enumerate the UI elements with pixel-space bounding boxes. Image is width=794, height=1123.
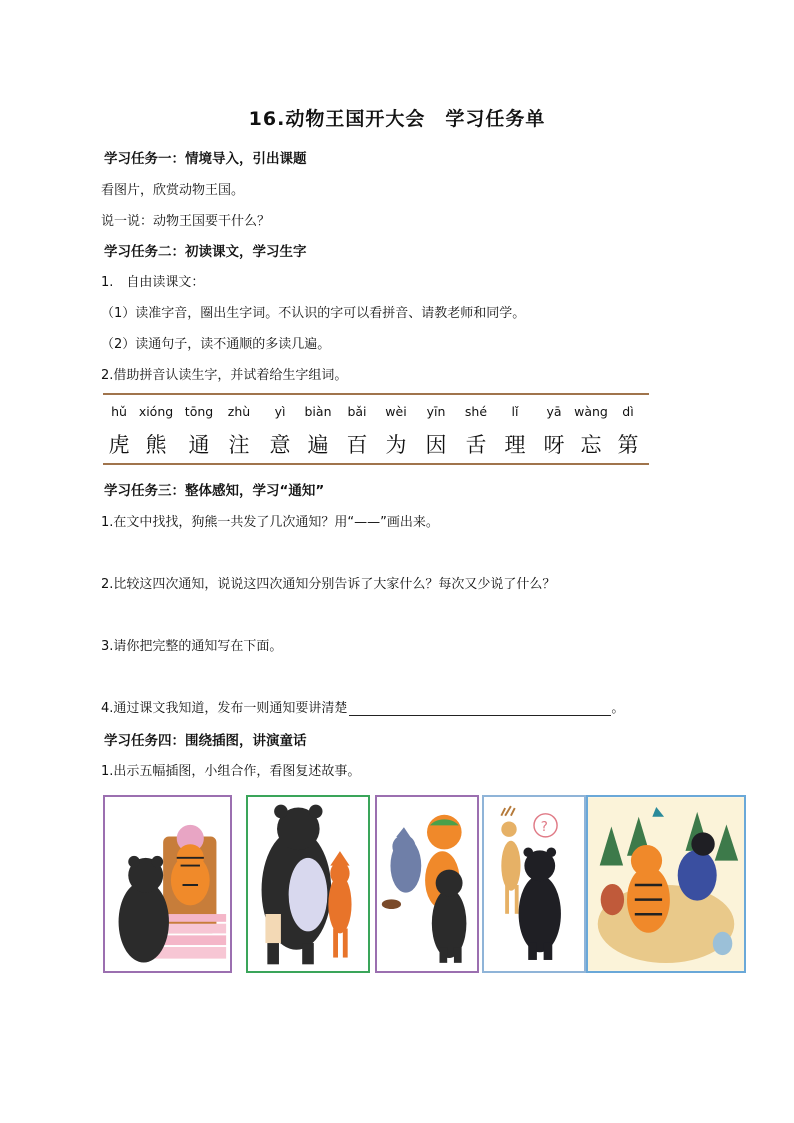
task3-q4-end: 。 <box>611 701 625 716</box>
task3-q4-text: 4.通过课文我知道，发布一则通知要讲清楚 <box>101 701 348 716</box>
task1-heading: 学习任务一：情境导入，引出课题 <box>104 151 307 167</box>
task1-line1: 看图片，欣赏动物王国。 <box>101 183 245 198</box>
pinyin-bǎi: bǎi <box>347 404 367 419</box>
character-第: 第 <box>617 433 639 457</box>
pinyin-xióng: xióng <box>138 404 174 419</box>
task4-heading: 学习任务四：围绕插图，讲演童话 <box>104 733 307 749</box>
character-意: 意 <box>269 433 291 457</box>
character-为: 为 <box>385 433 407 457</box>
pinyin-zhù: zhù <box>227 404 251 419</box>
pinyin-hǔ: hǔ <box>111 404 127 419</box>
svg-text:?: ? <box>540 820 548 836</box>
character-虎: 虎 <box>108 433 130 457</box>
character-忘: 忘 <box>580 433 602 457</box>
task3-q4 <box>101 697 624 716</box>
pinyin-yā: yā <box>546 404 562 419</box>
character-舌: 舌 <box>465 433 487 457</box>
task2-item1: 1. 自由读课文： <box>101 275 205 290</box>
task3-q1: 1.在文中找找，狗熊一共发了几次通知？用“——”画出来。 <box>101 515 439 530</box>
task2-item2: 2.借助拼音认读生字，并试着给生字组词。 <box>101 368 348 383</box>
pinyin-wèi: wèi <box>385 404 407 419</box>
pinyin-biàn: biàn <box>304 404 332 419</box>
picture-bear-and-fox <box>246 795 370 973</box>
pinyin-character-table <box>103 393 649 465</box>
character-通: 通 <box>188 433 210 457</box>
character-注: 注 <box>228 433 250 457</box>
pinyin-shé: shé <box>464 404 488 419</box>
character-百: 百 <box>346 433 368 457</box>
pinyin-tōng: tōng <box>184 404 214 419</box>
task2-item1a: （1）读准字音，圈出生字词。不认识的字可以看拼音、请教老师和同学。 <box>101 306 526 321</box>
task3-q2: 2.比较这四次通知，说说这四次通知分别告诉了大家什么？每次又少说了什么？ <box>101 577 556 592</box>
character-呀: 呀 <box>543 433 565 457</box>
task3-q3: 3.请你把完整的通知写在下面。 <box>101 639 283 654</box>
task4-q1: 1.出示五幅插图，小组合作，看图复述故事。 <box>101 764 361 779</box>
pinyin-yì: yì <box>274 404 286 419</box>
picture-animals-forest <box>586 795 746 973</box>
character-因: 因 <box>425 433 447 457</box>
task1-line2: 说一说：动物王国要干什么？ <box>101 214 271 229</box>
pinyin-lǐ: lǐ <box>511 404 519 419</box>
pinyin-yīn: yīn <box>426 404 446 419</box>
character-理: 理 <box>504 433 526 457</box>
pinyin-dì: dì <box>622 404 634 419</box>
pinyin-wàng: wàng <box>574 404 608 419</box>
page-title: 16.动物王国开大会 学习任务单 <box>248 108 546 130</box>
picture-bear-wolf-tiger <box>375 795 479 973</box>
picture-bear-and-deer <box>482 795 586 973</box>
task2-heading: 学习任务二：初读课文，学习生字 <box>104 244 307 260</box>
character-遍: 遍 <box>307 433 329 457</box>
character-熊: 熊 <box>145 433 167 457</box>
task2-item1b: （2）读通句子，读不通顺的多读几遍。 <box>101 337 331 352</box>
picture-bear-tiger-throne <box>103 795 232 973</box>
answer-blank[interactable] <box>349 702 611 716</box>
task3-heading: 学习任务三：整体感知，学习“通知” <box>104 483 325 499</box>
